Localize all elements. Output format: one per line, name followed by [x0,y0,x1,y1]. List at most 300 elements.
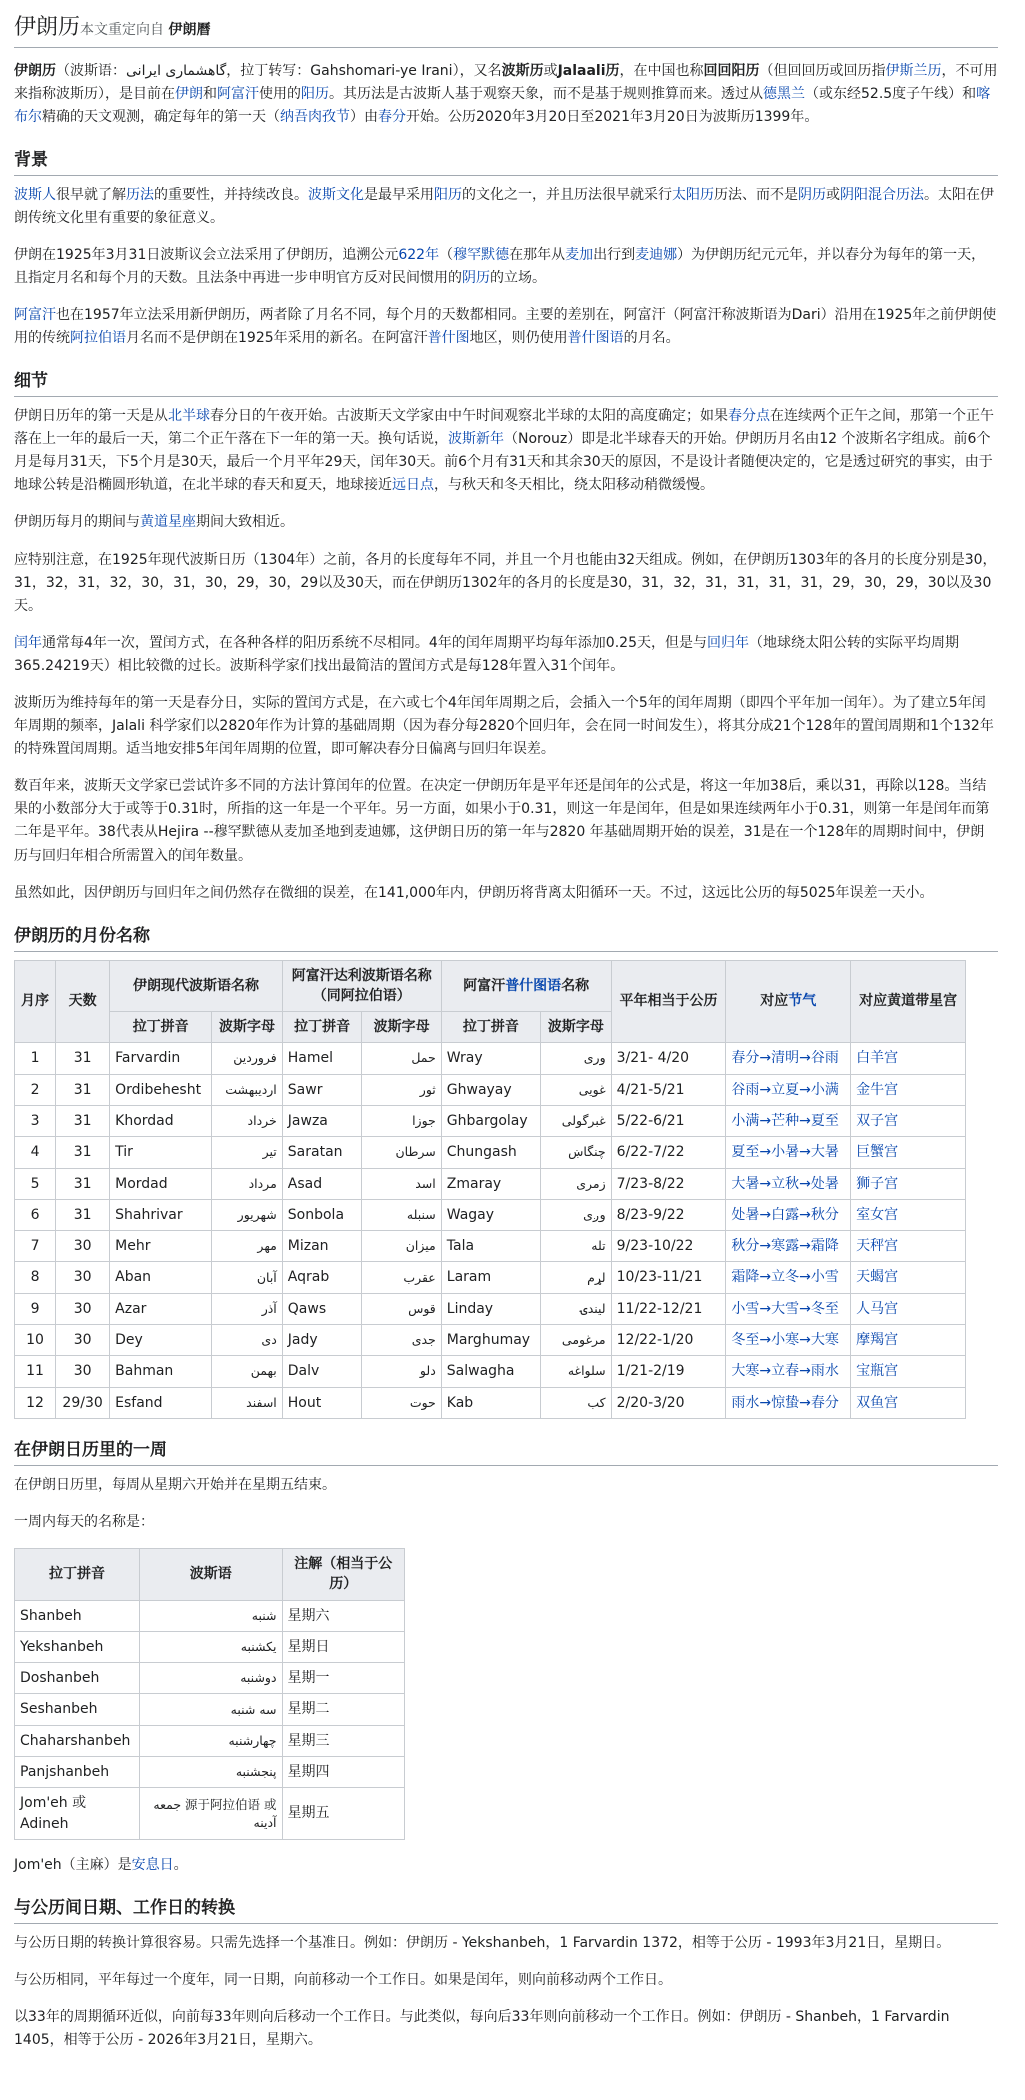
arrow: → [759,1363,772,1380]
weekday-note: 星期四 [282,1757,404,1788]
month-zodiac [851,1199,966,1230]
arrow: → [799,1332,811,1349]
month-order: 10 [15,1325,56,1356]
month-gregorian-range: 4/21-5/21 [611,1074,726,1105]
month-pashto-script: لړم [541,1262,612,1293]
weekdays-table [14,1548,405,1840]
month-days: 31 [56,1106,110,1137]
link-muhammad[interactable]: 穆罕默德 [453,246,510,263]
link-solar-term[interactable]: 夏至 [731,1144,760,1161]
month-order: 2 [15,1074,56,1105]
link-622[interactable]: 622年 [398,246,440,263]
arrow: → [759,1175,772,1192]
subcol-persian: 波斯字母 [541,1012,612,1043]
link-solar-term[interactable]: 清明 [771,1050,800,1067]
link-solar-term[interactable]: 立冬 [771,1269,800,1286]
month-solar-terms [726,1387,851,1418]
table-row [15,1356,966,1387]
weekday-latin: Shanbeh [15,1600,140,1631]
link-solar-term[interactable]: 谷雨 [810,1050,839,1067]
weekday-persian: سه شنبه [139,1694,282,1725]
link-zodiac-sign[interactable]: 狮子宫 [856,1175,899,1192]
month-dari-script: حمل [362,1043,441,1074]
month-pashto-latin: Linday [441,1293,540,1324]
section-heading-months: 伊朗历的月份名称 [14,925,998,952]
arrow: → [759,1394,772,1411]
month-pashto-latin: Kab [441,1387,540,1418]
weekday-note: 星期二 [282,1694,404,1725]
link-solar-term[interactable]: 寒露 [771,1238,800,1255]
month-gregorian-range: 6/22-7/22 [611,1137,726,1168]
month-pashto-script: سلواغه [541,1356,612,1387]
conversion-paragraph-1: 与公历日期的转换计算很容易。只需先选择一个基准日。例如：伊朗历 - Yekshanbeh，1 Farvardin 1372，相等于公历 - 1993年3月21日，星期日。 [14,1934,951,1951]
month-pashto-latin: Zmaray [441,1168,540,1199]
month-persian-name: بهمن [212,1356,283,1387]
conversion-paragraph-2: 与公历相同，平年每过一个度年，同一日期，向前移动一个工作日。如果是闰年，则向前移动两个工作日。 [14,1971,672,1988]
link-solar-term[interactable]: 小雪 [810,1269,839,1286]
link-zodiac-sign[interactable]: 双鱼宫 [856,1394,899,1411]
link-persians[interactable]: 波斯人 [14,186,56,203]
arrow: → [799,1363,811,1380]
link-solar-term[interactable]: 雨水 [810,1363,839,1380]
link-solar-term[interactable]: 夏至 [810,1113,839,1129]
week-paragraph-1: 在伊朗日历里，每周从星期六开始并在星期五结束。 [14,1476,336,1493]
link-solar-term[interactable]: 冬至 [810,1300,839,1317]
month-order: 8 [15,1262,56,1293]
details-paragraph-2: 伊朗历每月的期间与黄道星座期间大致相近。 [14,514,294,531]
link-zodiac-sign[interactable]: 巨蟹宫 [856,1144,899,1161]
link-aphelion[interactable]: 远日点 [392,477,434,494]
arrow: → [759,1144,772,1161]
month-dari-script: عقرب [362,1262,441,1293]
month-solar-terms [726,1043,851,1074]
link-tehran[interactable]: 德黑兰 [763,85,805,102]
arrow: → [759,1050,772,1067]
link-zodiac-sign[interactable]: 人马宫 [856,1300,899,1317]
details-paragraph-5: 波斯历为维持每年的第一天是春分日，实际的置闰方式是，在六或七个4年闰年周期之后，会插入一个5年的闰年周期（即四个平年加一闰年）。为了建立5年闰年周期的频率，Jalali 科学家们以2820年作为计算的基础周期（因为春分每2820个回归年，会在同一时间发生），将其分成21个128年的置闰周期和1个132年的特殊置闰周期。适当地安排5年闰年周期的位置，即可解决春分日偏离与回归年误差。 [14,694,994,758]
table-row [15,1231,966,1262]
link-solar-term[interactable]: 谷雨 [731,1081,760,1098]
link-kabul[interactable]: 喀布尔 [14,85,991,125]
table-row [15,1694,405,1725]
link-solar-term[interactable]: 秋分 [731,1238,760,1255]
link-solar-term[interactable]: 春分 [731,1050,760,1067]
month-order: 9 [15,1293,56,1324]
link-solar-term[interactable]: 白露 [771,1206,800,1223]
table-row [15,1043,966,1074]
link-solar-term[interactable]: 春分 [810,1394,839,1411]
month-latin-name: Mehr [110,1231,212,1262]
month-zodiac [851,1325,966,1356]
month-pashto-script: غویی [541,1074,612,1105]
link-solar-calendar-2[interactable]: 阳历 [434,186,462,203]
month-gregorian-range: 1/21-2/19 [611,1356,726,1387]
month-days: 30 [56,1325,110,1356]
month-latin-name: Ordibehesht [110,1074,212,1105]
month-dari-latin: Saratan [282,1137,362,1168]
month-zodiac [851,1106,966,1137]
subcol-persian: 波斯字母 [362,1012,441,1043]
link-northern-hemisphere[interactable]: 北半球 [168,408,210,425]
table-row [15,1663,405,1694]
link-solar-term[interactable]: 处暑 [810,1175,839,1192]
table-row [15,1725,405,1756]
month-latin-name: Tir [110,1137,212,1168]
link-solar-term[interactable]: 大暑 [810,1144,839,1161]
link-pashto-header[interactable]: 普什图语 [505,977,562,994]
section-heading-conversion: 与公历间日期、工作日的转换 [14,1897,998,1924]
month-persian-name: اردیبهشت [212,1074,283,1105]
month-order: 12 [15,1387,56,1418]
month-gregorian-range: 7/23-8/22 [611,1168,726,1199]
arrow: → [799,1175,811,1192]
link-solar-terms[interactable]: 节气 [788,993,817,1010]
month-pashto-latin: Marghumay [441,1325,540,1356]
link-medina[interactable]: 麦迪娜 [635,246,678,263]
link-tropical-year[interactable]: 回归年 [706,634,749,651]
month-pashto-script: کب [541,1387,612,1418]
link-solar-term[interactable]: 小暑 [771,1144,800,1161]
month-latin-name: Esfand [110,1387,212,1418]
month-persian-name: اسفند [212,1387,283,1418]
link-pashto[interactable]: 普什图语 [567,330,624,347]
month-zodiac [851,1043,966,1074]
link-solar-term[interactable]: 冬至 [731,1332,760,1349]
month-dari-script: حوت [362,1387,441,1418]
link-solar-term[interactable]: 小寒 [771,1332,800,1349]
link-zodiac-sign[interactable]: 双子宫 [856,1113,899,1129]
link-solar-term[interactable]: 小满 [731,1113,760,1129]
month-days: 30 [56,1293,110,1324]
background-paragraph-2: 伊朗在1925年3月31日波斯议会立法采用了伊朗历，追溯公元622年（穆罕默德在那年从麦加出行到麦迪娜）为伊朗历纪元元年，并以春分为每年的第一天，且指定月名和每个月的天数。且法条中再进一步申明官方反对民间惯用的阴历的立场。 [14,246,986,286]
month-latin-name: Bahman [110,1356,212,1387]
link-zodiac-sign[interactable]: 白羊宫 [856,1050,899,1067]
link-calendar[interactable]: 历法 [126,186,154,203]
month-zodiac [851,1231,966,1262]
weekday-latin: Yekshanbeh [15,1631,140,1662]
month-dari-script: سنبله [362,1199,441,1230]
col-latin: 拉丁拼音 [15,1548,140,1600]
link-mecca[interactable]: 麦加 [565,246,594,263]
month-solar-terms [726,1168,851,1199]
month-persian-name: خرداد [212,1106,283,1137]
month-dari-latin: Mizan [282,1231,362,1262]
month-zodiac [851,1293,966,1324]
month-zodiac [851,1137,966,1168]
month-gregorian-range: 8/23-9/22 [611,1199,726,1230]
month-pashto-latin: Laram [441,1262,540,1293]
arrow: → [759,1332,772,1349]
month-pashto-latin: Wray [441,1043,540,1074]
link-lunar-calendar-2[interactable]: 阴历 [462,269,490,286]
link-nowruz[interactable]: 纳吾肉孜节 [280,108,350,125]
subcol-latin: 拉丁拼音 [110,1012,212,1043]
month-gregorian-range: 11/22-12/21 [611,1293,726,1324]
month-days: 31 [56,1043,110,1074]
month-pashto-latin: Wagay [441,1199,540,1230]
col-zodiac: 对应黄道带星宫 [851,960,966,1043]
col-note: 注解（相当于公历） [282,1548,404,1600]
month-dari-script: دلو [362,1356,441,1387]
month-solar-terms [726,1106,851,1137]
subcol-latin: 拉丁拼音 [282,1012,362,1043]
table-row [15,1325,966,1356]
link-solar-term[interactable]: 大暑 [731,1175,760,1192]
month-persian-name: مهر [212,1231,283,1262]
link-leap-year[interactable]: 闰年 [14,634,42,651]
table-row [15,1168,966,1199]
background-paragraph-3: 阿富汗也在1957年立法采用新伊朗历，两者除了月名不同，每个月的天数都相同。主要的差别在，阿富汗（阿富汗称波斯语为Dari）沿用在1925年之前伊朗使用的传统阿拉伯语月名而不是伊朗在1925年采用的新名。在阿富汗普什图地区，则仍使用普什图语的月名。 [14,307,997,347]
weekday-latin: Panjshanbeh [15,1757,140,1788]
link-zodiac-sign[interactable]: 天秤宫 [856,1238,899,1255]
arrow: → [799,1144,811,1161]
month-dari-latin: Hamel [282,1043,362,1074]
month-dari-script: جوزا [362,1106,441,1137]
link-sun-calendar[interactable]: 太阳历 [672,186,714,203]
link-islamic-calendar[interactable]: 伊斯兰历 [885,62,942,79]
months-table [14,960,966,1419]
month-latin-name: Aban [110,1262,212,1293]
month-solar-terms [726,1231,851,1262]
month-days: 31 [56,1168,110,1199]
col-gregorian: 平年相当于公历 [611,960,726,1043]
link-iran[interactable]: 伊朗 [175,85,203,102]
link-solar-term[interactable]: 惊蛰 [771,1394,800,1411]
month-dari-latin: Qaws [282,1293,362,1324]
table-row [15,1106,966,1137]
weekday-persian: یکشنبه [139,1631,282,1662]
month-pashto-script: چنگاښ [541,1137,612,1168]
link-pashtun[interactable]: 普什图 [427,330,470,347]
link-solar-calendar[interactable]: 阳历 [301,85,329,102]
month-days: 31 [56,1074,110,1105]
arrow: → [799,1081,811,1098]
link-solar-term[interactable]: 立夏 [771,1081,800,1098]
month-pashto-latin: Ghbargolay [441,1106,540,1137]
col-solar-terms: 对应节气 [726,960,851,1043]
month-pashto-script: زمری [541,1168,612,1199]
weekday-note: 星期五 [282,1788,404,1840]
table-row [15,1631,405,1662]
weekday-latin: Jom'eh 或Adineh [15,1788,140,1840]
month-pashto-latin: Chungash [441,1137,540,1168]
month-dari-script: سرطان [362,1137,441,1168]
link-afghanistan-2[interactable]: 阿富汗 [14,307,56,324]
link-solar-term[interactable]: 大寒 [810,1332,839,1349]
link-solar-term[interactable]: 处暑 [731,1206,760,1223]
page-title: 伊朗历本文重定向自 伊朗曆 [14,14,998,48]
month-gregorian-range: 2/20-3/20 [611,1387,726,1418]
month-gregorian-range: 3/21- 4/20 [611,1043,726,1074]
weekday-persian: شنبه [139,1600,282,1631]
link-solar-term[interactable]: 雨水 [731,1394,760,1411]
weekday-persian: چهارشنبه [139,1725,282,1756]
col-persian: 波斯语 [139,1548,282,1600]
month-zodiac [851,1387,966,1418]
month-pashto-script: مرغومی [541,1325,612,1356]
link-zodiac-sign[interactable]: 宝瓶宫 [856,1363,899,1380]
link-solar-term[interactable]: 大雪 [771,1300,800,1317]
link-solar-term[interactable]: 霜降 [810,1238,839,1255]
month-pashto-latin: Salwagha [441,1356,540,1387]
arrow: → [799,1238,811,1255]
link-arabic[interactable]: 阿拉伯语 [70,330,126,347]
link-zodiac-sign[interactable]: 摩羯宫 [856,1332,899,1349]
month-order: 5 [15,1168,56,1199]
month-persian-name: آذر [212,1293,283,1324]
week-paragraph-2: 一周内每天的名称是： [14,1513,154,1530]
month-solar-terms [726,1074,851,1105]
month-persian-name: فروردین [212,1043,283,1074]
link-zodiac[interactable]: 黄道星座 [140,514,196,531]
col-dari: 阿富汗达利波斯语名称 （同阿拉伯语） [282,960,441,1012]
link-lunisolar-calendar[interactable]: 阴阳混合历法 [840,186,924,203]
month-days: 30 [56,1262,110,1293]
weekday-note: 星期三 [282,1725,404,1756]
link-zodiac-sign[interactable]: 室女宫 [856,1206,899,1223]
month-dari-script: میزان [362,1231,441,1262]
details-paragraph-1: 伊朗日历年的第一天是从北半球春分日的午夜开始。古波斯天文学家由中午时间观察北半球的太阳的高度确定；如果春分点在连续两个正午之间，那第一个正午落在上一年的最后一天，第二个正午落在下一年的第一天。换句话说，波斯新年（Norouz）即是北半球春天的开始。伊朗历月名由12 个波斯名字组成。前6个月是每月31天，下5个月是30天，最后一个月平年29天，闰年30天。前6个月有31天和其余30天的原因，不是设计者随便决定的，它是透过研究的事实，由于地球公转是沿椭圆形轨道，在北半球的春天和夏天，地球接近远日点，与秋天和冬天相比，绕太阳移动稍微缓慢。 [14,408,994,494]
arrow: → [759,1300,772,1317]
table-row [15,1788,405,1840]
link-solar-term[interactable]: 立秋 [771,1175,800,1192]
background-paragraph-1: 波斯人很早就了解历法的重要性，并持续改良。波斯文化是最早采用阳历的文化之一，并且历法很早就采行太阳历历法、而不是阴历或阴阳混合历法。太阳在伊朗传统文化里有重要的象征意义。 [14,186,994,226]
month-latin-name: Khordad [110,1106,212,1137]
arrow: → [759,1269,772,1286]
details-paragraph-3: 应特别注意，在1925年现代波斯日历（1304年）之前，各月的长度每年不同，并且一个月也能由32天组成。例如，在伊朗历1303年的各月的长度分别是30，31，32，31，32，30，31，30，29，30，29以及30天，而在伊朗历1302年的各月的长度是30，31，32，31，31，31，31，29，30，29，30以及30天。 [14,551,997,614]
month-solar-terms [726,1356,851,1387]
month-dari-latin: Dalv [282,1356,362,1387]
month-dari-latin: Asad [282,1168,362,1199]
month-persian-name: تیر [212,1137,283,1168]
month-persian-name: شهریور [212,1199,283,1230]
month-gregorian-range: 9/23-10/22 [611,1231,726,1262]
month-pashto-script: تله [541,1231,612,1262]
link-vernal-equinox[interactable]: 春分 [378,108,406,125]
table-row [15,1757,405,1788]
link-solar-term[interactable]: 大寒 [731,1363,760,1380]
link-solar-term[interactable]: 立春 [771,1363,800,1380]
month-zodiac [851,1074,966,1105]
month-pashto-script: وری [541,1043,612,1074]
month-pashto-script: غبرگولی [541,1106,612,1137]
weekday-note: 星期六 [282,1600,404,1631]
month-dari-latin: Sonbola [282,1199,362,1230]
link-equinox-point[interactable]: 春分点 [728,408,770,425]
link-zodiac-sign[interactable]: 金牛宫 [856,1081,899,1098]
month-order: 4 [15,1137,56,1168]
month-gregorian-range: 10/23-11/21 [611,1262,726,1293]
month-solar-terms [726,1293,851,1324]
week-paragraph-3: Jom'eh（主麻）是安息日。 [14,1856,188,1873]
month-dari-script: جدی [362,1325,441,1356]
arrow: → [759,1081,772,1098]
redirect-notice: 本文重定向自 伊朗曆 [80,22,211,38]
month-zodiac [851,1356,966,1387]
month-persian-name: مرداد [212,1168,283,1199]
arrow: → [759,1238,772,1255]
month-days: 30 [56,1356,110,1387]
link-lunar-calendar[interactable]: 阴历 [798,186,826,203]
month-zodiac [851,1262,966,1293]
month-days: 30 [56,1231,110,1262]
table-row [15,1387,966,1418]
weekday-latin: Chaharshanbeh [15,1725,140,1756]
month-latin-name: Azar [110,1293,212,1324]
month-dari-script: قوس [362,1293,441,1324]
col-order: 月序 [15,960,56,1043]
link-sabbath[interactable]: 安息日 [131,1856,174,1873]
link-solar-term[interactable]: 小满 [810,1081,839,1098]
col-modern-persian: 伊朗现代波斯语名称 [110,960,283,1012]
table-row [15,1293,966,1324]
month-solar-terms [726,1137,851,1168]
link-solar-term[interactable]: 秋分 [810,1206,839,1223]
month-dari-script: اسد [362,1168,441,1199]
conversion-paragraph-3: 以33年的周期循环近似，向前每33年则向后移动一个工作日。与此类似，每向后33年则向前移动一个工作日。例如：伊朗历 - Shanbeh，1 Farvardin 1405，相等于公历 - 2026年3月21日，星期六。 [14,2009,950,2049]
link-solar-term[interactable]: 芒种 [771,1113,800,1129]
month-solar-terms [726,1325,851,1356]
month-order: 6 [15,1199,56,1230]
section-heading-details: 细节 [14,370,998,397]
link-zodiac-sign[interactable]: 天蝎宫 [856,1269,899,1286]
month-persian-name: آبان [212,1262,283,1293]
month-solar-terms [726,1262,851,1293]
month-dari-latin: Aqrab [282,1262,362,1293]
month-gregorian-range: 5/22-6/21 [611,1106,726,1137]
weekdays-header-row [15,1548,405,1600]
col-days: 天数 [56,960,110,1043]
month-order: 3 [15,1106,56,1137]
link-solar-term[interactable]: 小雪 [731,1300,760,1317]
weekday-persian: جمعه 源于阿拉伯语 或آدینه [139,1788,282,1840]
month-days: 29/30 [56,1387,110,1418]
weekday-latin: Doshanbeh [15,1663,140,1694]
weekday-latin: Seshanbeh [15,1694,140,1725]
link-persian-new-year[interactable]: 波斯新年 [448,431,504,448]
details-paragraph-7: 虽然如此，因伊朗历与回归年之间仍然存在微细的误差，在141,000年内，伊朗历将背离太阳循环一天。不过，这远比公历的每5025年误差一天小。 [14,884,934,901]
months-table-body [15,1043,966,1419]
subcol-persian: 波斯字母 [212,1012,283,1043]
month-pashto-latin: Tala [441,1231,540,1262]
intro-paragraph: 伊朗历（波斯语：گاهشماری ایرانی，拉丁转写：Gahshomari-ye Irani），又名波斯历或Jalaali历，在中国也称回回阳历（但回回历或回历指伊斯兰历，不可用来指称波斯历），是目前在伊朗和阿富汗使用的阳历。其历法是古波斯人基于观察天象，而不是基于规则推算而来。透过从德黑兰（或东经52.5度子午线）和喀布尔精确的天文观测，确定每年的第一天（纳吾肉孜节）由春分开始。公历2020年3月20日至2021年3月20日为波斯历1399年。 [14,62,998,125]
month-latin-name: Shahrivar [110,1199,212,1230]
col-pashto: 阿富汗普什图语名称 [441,960,611,1012]
month-pashto-latin: Ghwayay [441,1074,540,1105]
details-paragraph-6: 数百年来，波斯天文学家已尝试许多不同的方法计算闰年的位置。在决定一伊朗历年是平年还是闰年的公式是，将这一年加38后，乘以31，再除以128。当结果的小数部分大于或等于0.31时，所指的这一年是一个平年。另一方面，如果小于0.31，则这一年是闰年，但是如果连续两年小于0.31，则第一年是闰年而第二年是平年。38代表从Hejira --穆罕默德从麦加圣地到麦迪娜，这伊朗日历的第一年与2820 年基础周期开始的误差，31是在一个128年的周期时间中，伊朗历与回归年相合所需置入的闰年数量。 [14,778,990,864]
link-afghanistan[interactable]: 阿富汗 [217,85,259,102]
details-paragraph-4: 闰年通常每4年一次，置闰方式，在各种各样的阳历系统不尽相同。4年的闰年周期平均每年添加0.25天，但是与回归年（地球绕太阳公转的实际平均周期365.24219天）相比较微的过长。波斯科学家们找出最简洁的置闰方式是每128年置入31个闰年。 [14,634,959,674]
link-solar-term[interactable]: 霜降 [731,1269,760,1286]
section-heading-background: 背景 [14,149,998,176]
month-dari-latin: Hout [282,1387,362,1418]
table-row [15,1199,966,1230]
arrow: → [799,1050,811,1067]
table-row [15,1137,966,1168]
month-dari-latin: Jawza [282,1106,362,1137]
weekday-note: 星期日 [282,1631,404,1662]
weekday-persian: دوشنبه [139,1663,282,1694]
link-persian-culture[interactable]: 波斯文化 [308,186,364,203]
weekday-note: 星期一 [282,1663,404,1694]
table-row [15,1074,966,1105]
arrow: → [759,1206,772,1223]
month-persian-name: دی [212,1325,283,1356]
month-gregorian-range: 12/22-1/20 [611,1325,726,1356]
month-dari-latin: Jady [282,1325,362,1356]
month-days: 31 [56,1199,110,1230]
arrow: → [799,1113,811,1129]
